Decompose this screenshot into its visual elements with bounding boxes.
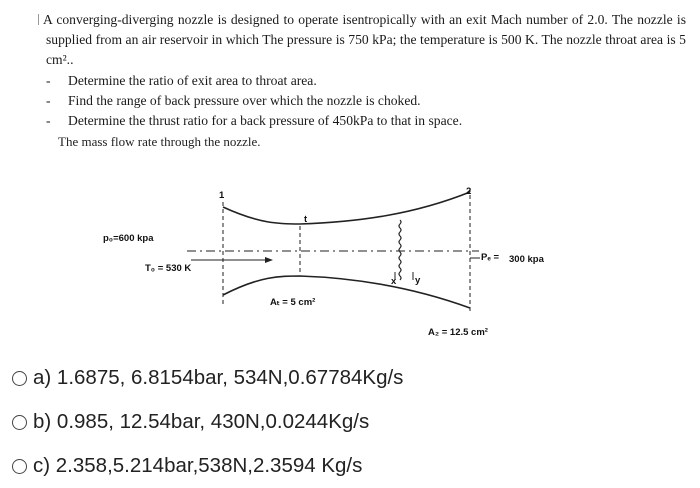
- nozzle-figure: [95, 180, 595, 350]
- label-pe-value: 300 kpa: [509, 254, 544, 265]
- nozzle-upper-wall: [223, 192, 470, 224]
- option-b[interactable]: [12, 400, 403, 444]
- label-x: x: [391, 276, 397, 287]
- option-c[interactable]: [12, 444, 403, 488]
- mass-flow-note: The mass flow rate through the nozzle.: [58, 134, 261, 149]
- option-a-label: a) 1.6875, 6.8154bar, 534N,0.67784Kg/s: [33, 366, 404, 389]
- option-c-label: c) 2.358,5.214bar,538N,2.3594 Kg/s: [33, 454, 363, 477]
- intro-line-3: 500 K. The nozzle throat area is 5 cm²..: [46, 32, 686, 67]
- label-throat: t: [304, 214, 308, 225]
- option-b-label: b) 0.985, 12.54bar, 430N,0.0244Kg/s: [33, 410, 370, 433]
- label-y: y: [415, 275, 421, 286]
- radio-icon[interactable]: [12, 459, 27, 474]
- task-list: [46, 71, 686, 131]
- label-a-exit: A₂ = 12.5 cm²: [428, 327, 488, 338]
- label-station-1: 1: [219, 190, 225, 201]
- answer-options: [12, 356, 403, 488]
- option-a[interactable]: [12, 356, 403, 400]
- margin-mark: [38, 14, 39, 25]
- label-pe: Pₑ =: [481, 252, 500, 263]
- intro-line-2: The nozzle is supplied from an air reservoir in which The pressure is 750 kPa; the temperature is: [46, 12, 686, 47]
- shock-wave: [399, 220, 401, 280]
- task-item: - Determine the thrust ratio for a back pressure of 450kPa to that in space.: [46, 111, 686, 131]
- radio-icon[interactable]: [12, 415, 27, 430]
- task-item: - Find the range of back pressure over which the nozzle is choked.: [46, 91, 686, 111]
- flow-arrow-head: [265, 257, 273, 263]
- problem-statement: [43, 10, 686, 131]
- intro-line-1: A converging-diverging nozzle is designed to operate isentropically with an exit Mach number of 2.0.: [43, 12, 608, 27]
- label-station-2: 2: [466, 186, 472, 197]
- label-t0: T₀ = 530 K: [145, 263, 192, 274]
- label-p0: p₀=600 kpa: [103, 233, 154, 244]
- problem-intro: [43, 10, 686, 70]
- radio-icon[interactable]: [12, 371, 27, 386]
- nozzle-diagram: [95, 180, 595, 350]
- nozzle-lower-wall: [223, 276, 470, 308]
- task-item: - Determine the ratio of exit area to throat area.: [46, 71, 686, 91]
- label-a-throat: Aₜ = 5 cm²: [270, 297, 316, 308]
